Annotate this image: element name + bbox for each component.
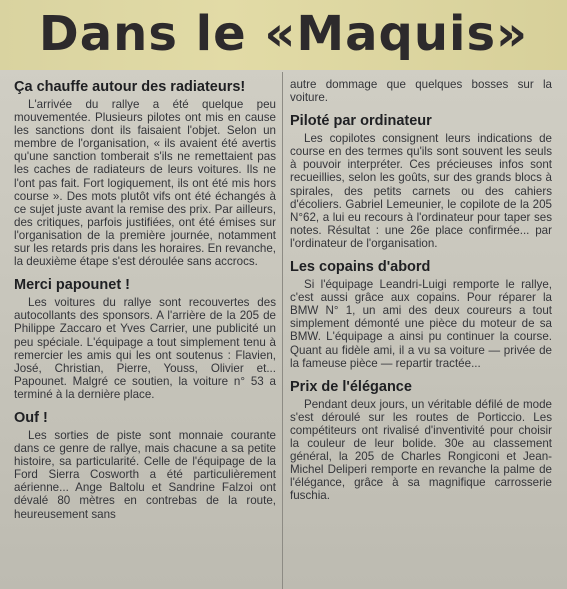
section-body: Les copilotes consignent leurs indications de course en des termes qu'ils sont souvent les seuls à pouvoir interpréter. Ces précieuses infos sont recueillies, selon les goûts, sur des grands blocs à spirales, des petits carnets ou des cahiers d'écoliers. Gabriel Lemeunier, le copilote de la 205 N°62, a lui eu recours à l'ordinateur pour taper ses notes. Résultat : une 26e place confirmée... par l'ordinateur de l'organisation. [290, 132, 552, 250]
section-copains [290, 258, 552, 370]
section-body: Pendant deux jours, un véritable défilé de mode s'est déroulé sur les routes de Porticcio. Les compétiteurs ont rivalisé d'inventivité pour choisir la couleur de leur bolide. 30e au classement général, la 205 de Charles Rongiconi et Jean-Michel Deliperi remporte en revanche la palme de l'élégance, grâce à sa magnifique carrosserie fuschia. [290, 397, 552, 503]
section-body-continued: autre dommage que quelques bosses sur la voiture. [290, 78, 552, 105]
section-ouf [14, 409, 276, 521]
section-elegance [290, 378, 552, 503]
section-heading: Piloté par ordinateur [290, 113, 432, 130]
section-body: Les sorties de piste sont monnaie courante dans ce genre de rallye, mais chacune a sa petite histoire, sa particularité. Celle de l'équipage de la Ford Sierra Cosworth a été particulièrement aérienne... Ange Baltolu et Sandrine Falzoi ont dévalé 80 mètres en contrebas de la route, heureusement sans [14, 428, 276, 521]
section-body: L'arrivée du rallye a été quelque peu mouvementée. Plusieurs pilotes ont mis en cause les sanctions dont ils faisaient l'objet. Selon un membre de l'organisation, « ils avaient été avertis qu'une sanction tomberait s'ils ne remettaient pas les caches de radiateurs de leurs voitures. Ils ne l'ont pas fait. Fort logiquement, ils ont été mis hors course ». Des mots plutôt vifs ont été échangés à ce sujet juste avant la remise des prix. Par ailleurs, des critiques, parfois justifiées, ont été émises sur l'organisation de la première journée, notamment sur les retards pris dans les horaires. En revanche, la deuxième étape s'est déroulée sans accrocs. [14, 98, 276, 269]
right-column [290, 78, 552, 502]
section-body: Si l'équipage Leandri-Luigi remporte le rallye, c'est aussi grâce aux copains. Pour réparer la BMW N° 1, un ami des deux coureurs a tout simplement démonté une pièce du moteur de sa BMW. L'équipage a ainsi pu continuer la course. Quant au fidèle ami, il a vu sa voiture — privée de la fameuse pièce — repartir tractée... [290, 278, 552, 370]
section-heading: Ça chauffe autour des radiateurs! [14, 79, 246, 95]
section-radiateurs [14, 78, 276, 268]
section-body: Les voitures du rallye sont recouvertes des autocollants des sponsors. A l'arrière de la 205 de Philippe Zaccaro et Yves Carrier, une publicité un peu spéciale. L'équipage a tout simplement tenu à remercier les amis qui les ont soutenus : Flavien, José, Christian, Pierre, Youss, Olivier et... Papounet. Malgré ce soutien, la voiture n° 53 a terminé à la dernière place. [14, 296, 276, 401]
section-heading: Ouf ! [14, 409, 48, 426]
column-divider [282, 72, 283, 589]
section-papounet [14, 276, 276, 401]
section-heading: Les copains d'abord [290, 259, 431, 276]
left-column [14, 78, 276, 521]
section-heading: Merci papounet ! [14, 277, 131, 294]
page-title: Dans le «Maquis» [38, 6, 529, 62]
section-ordinateur [290, 112, 552, 250]
section-heading: Prix de l'élégance [290, 378, 412, 395]
